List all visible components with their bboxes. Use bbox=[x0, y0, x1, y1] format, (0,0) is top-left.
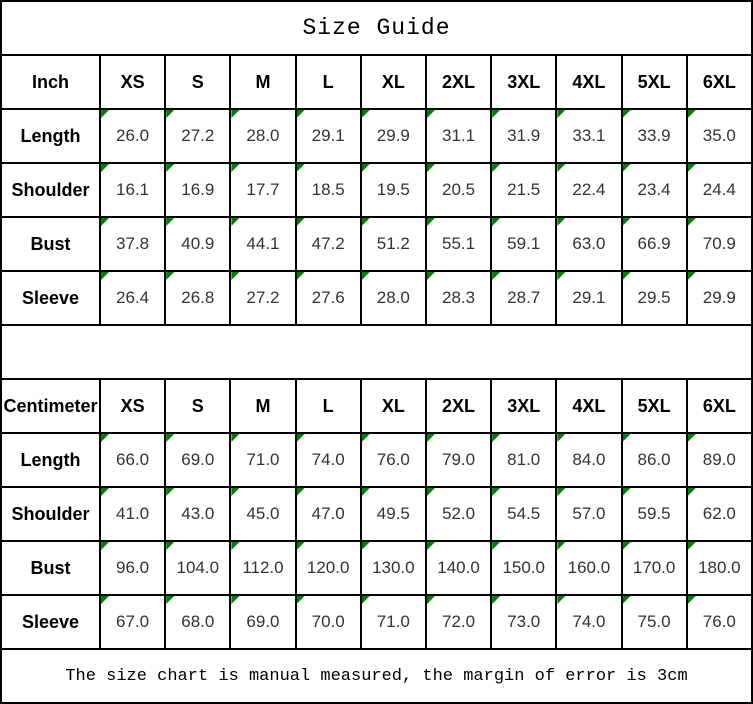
table-spacer bbox=[1, 325, 752, 379]
size-value: 23.4 bbox=[637, 180, 671, 199]
size-value-cell bbox=[230, 109, 295, 163]
size-value: 28.0 bbox=[376, 288, 410, 307]
cell-corner-mark-icon bbox=[427, 596, 435, 604]
size-value-cell bbox=[165, 541, 230, 595]
cell-corner-mark-icon bbox=[427, 542, 435, 550]
size-guide-table-body bbox=[1, 1, 752, 703]
size-value: 76.0 bbox=[376, 450, 410, 469]
cell-corner-mark-icon bbox=[427, 272, 435, 280]
size-value: 37.8 bbox=[116, 234, 150, 253]
cell-corner-mark-icon bbox=[557, 488, 565, 496]
cell-corner-mark-icon bbox=[166, 542, 174, 550]
size-value-cell bbox=[165, 595, 230, 649]
size-value: 180.0 bbox=[698, 558, 741, 577]
size-column-header-s: S bbox=[165, 379, 230, 433]
size-value-cell bbox=[491, 541, 556, 595]
cell-corner-mark-icon bbox=[557, 272, 565, 280]
measurement-row-bust bbox=[1, 217, 752, 271]
size-column-header-xl: XL bbox=[361, 379, 426, 433]
size-value: 54.5 bbox=[507, 504, 541, 523]
size-value: 45.0 bbox=[246, 504, 280, 523]
spacer-row bbox=[1, 325, 752, 379]
size-value-cell bbox=[100, 433, 165, 487]
size-value: 72.0 bbox=[441, 612, 476, 631]
cell-corner-mark-icon bbox=[101, 596, 109, 604]
cell-corner-mark-icon bbox=[297, 218, 305, 226]
size-value-cell bbox=[491, 271, 556, 325]
size-value-cell bbox=[361, 109, 426, 163]
size-value: 66.9 bbox=[637, 234, 671, 253]
cell-corner-mark-icon bbox=[492, 488, 500, 496]
cell-corner-mark-icon bbox=[166, 272, 174, 280]
size-value: 69.0 bbox=[181, 450, 215, 469]
size-value: 28.7 bbox=[507, 288, 541, 307]
size-guide-title: Size Guide bbox=[1, 1, 752, 55]
size-value: 26.4 bbox=[116, 288, 150, 307]
cell-corner-mark-icon bbox=[557, 218, 565, 226]
measurement-row-sleeve bbox=[1, 271, 752, 325]
measurement-row-sleeve bbox=[1, 595, 752, 649]
size-value-cell bbox=[100, 595, 165, 649]
cell-corner-mark-icon bbox=[623, 488, 631, 496]
cell-corner-mark-icon bbox=[231, 488, 239, 496]
size-value-cell bbox=[556, 433, 621, 487]
size-value-cell bbox=[230, 271, 295, 325]
size-value-cell bbox=[296, 595, 361, 649]
size-column-header-xs: XS bbox=[100, 55, 165, 109]
size-value: 62.0 bbox=[702, 504, 736, 523]
cell-corner-mark-icon bbox=[362, 164, 370, 172]
cell-corner-mark-icon bbox=[492, 272, 500, 280]
size-value: 86.0 bbox=[637, 450, 671, 469]
size-value-cell bbox=[361, 163, 426, 217]
size-value-cell bbox=[230, 163, 295, 217]
cell-corner-mark-icon bbox=[362, 218, 370, 226]
row-label-bust: Bust bbox=[1, 541, 100, 595]
size-value-cell bbox=[556, 109, 621, 163]
size-value-cell bbox=[622, 163, 687, 217]
size-column-header-2xl: 2XL bbox=[426, 55, 491, 109]
cell-corner-mark-icon bbox=[101, 542, 109, 550]
size-column-header-3xl: 3XL bbox=[491, 55, 556, 109]
size-column-header-6xl: 6XL bbox=[687, 55, 752, 109]
size-value: 47.2 bbox=[311, 234, 345, 253]
size-value-cell bbox=[230, 217, 295, 271]
header-row-inch bbox=[1, 55, 752, 109]
size-value: 27.6 bbox=[311, 288, 345, 307]
cell-corner-mark-icon bbox=[688, 488, 696, 496]
size-value: 44.1 bbox=[246, 234, 280, 253]
cell-corner-mark-icon bbox=[101, 272, 109, 280]
cell-corner-mark-icon bbox=[688, 542, 696, 550]
cell-corner-mark-icon bbox=[297, 488, 305, 496]
cell-corner-mark-icon bbox=[231, 542, 239, 550]
size-value-cell bbox=[687, 163, 752, 217]
size-value: 26.0 bbox=[116, 126, 150, 145]
size-value-cell bbox=[491, 433, 556, 487]
size-value: 79.0 bbox=[441, 450, 476, 469]
measurement-row-shoulder bbox=[1, 163, 752, 217]
size-value: 22.4 bbox=[572, 180, 606, 199]
cell-corner-mark-icon bbox=[362, 434, 370, 442]
size-value: 63.0 bbox=[572, 234, 606, 253]
size-value-cell bbox=[556, 595, 621, 649]
size-value: 130.0 bbox=[372, 558, 415, 577]
size-value: 70.9 bbox=[702, 234, 736, 253]
size-value-cell bbox=[556, 271, 621, 325]
size-value: 75.0 bbox=[637, 612, 671, 631]
cell-corner-mark-icon bbox=[231, 110, 239, 118]
size-value: 51.2 bbox=[376, 234, 410, 253]
cell-corner-mark-icon bbox=[492, 218, 500, 226]
size-column-header-xs: XS bbox=[100, 379, 165, 433]
cell-corner-mark-icon bbox=[362, 542, 370, 550]
size-value-cell bbox=[687, 487, 752, 541]
size-value-cell bbox=[687, 433, 752, 487]
row-label-sleeve: Sleeve bbox=[1, 595, 100, 649]
measurement-row-shoulder bbox=[1, 487, 752, 541]
size-value: 66.0 bbox=[116, 450, 150, 469]
size-value: 33.1 bbox=[572, 126, 606, 145]
size-value-cell bbox=[296, 217, 361, 271]
measurement-row-length bbox=[1, 433, 752, 487]
size-value-cell bbox=[426, 433, 491, 487]
cell-corner-mark-icon bbox=[688, 164, 696, 172]
size-value: 26.8 bbox=[181, 288, 215, 307]
cell-corner-mark-icon bbox=[427, 488, 435, 496]
size-value: 40.9 bbox=[181, 234, 215, 253]
size-value: 16.9 bbox=[181, 180, 215, 199]
size-value-cell bbox=[622, 217, 687, 271]
size-value: 27.2 bbox=[181, 126, 215, 145]
size-value-cell bbox=[361, 595, 426, 649]
title-row bbox=[1, 1, 752, 55]
cell-corner-mark-icon bbox=[166, 164, 174, 172]
cell-corner-mark-icon bbox=[101, 164, 109, 172]
size-value-cell bbox=[426, 595, 491, 649]
size-value-cell bbox=[491, 217, 556, 271]
cell-corner-mark-icon bbox=[297, 596, 305, 604]
size-value: 18.5 bbox=[311, 180, 345, 199]
size-value: 29.1 bbox=[572, 288, 606, 307]
size-value: 84.0 bbox=[572, 450, 606, 469]
unit-header-centimeter: Centimeter bbox=[1, 379, 100, 433]
row-label-bust: Bust bbox=[1, 217, 100, 271]
cell-corner-mark-icon bbox=[166, 596, 174, 604]
size-value-cell bbox=[622, 271, 687, 325]
size-column-header-m: M bbox=[230, 379, 295, 433]
size-value: 96.0 bbox=[116, 558, 150, 577]
size-value: 57.0 bbox=[572, 504, 606, 523]
size-value-cell bbox=[426, 487, 491, 541]
size-value: 29.9 bbox=[376, 126, 410, 145]
row-label-shoulder: Shoulder bbox=[1, 487, 100, 541]
size-value: 21.5 bbox=[507, 180, 541, 199]
cell-corner-mark-icon bbox=[492, 434, 500, 442]
size-value-cell bbox=[361, 433, 426, 487]
size-value-cell bbox=[296, 109, 361, 163]
row-label-sleeve: Sleeve bbox=[1, 271, 100, 325]
size-value-cell bbox=[230, 433, 295, 487]
size-value-cell bbox=[426, 541, 491, 595]
size-value-cell bbox=[426, 163, 491, 217]
cell-corner-mark-icon bbox=[492, 542, 500, 550]
cell-corner-mark-icon bbox=[492, 164, 500, 172]
size-value-cell bbox=[165, 217, 230, 271]
size-value-cell bbox=[622, 595, 687, 649]
row-label-length: Length bbox=[1, 433, 100, 487]
size-value-cell bbox=[622, 109, 687, 163]
size-value: 71.0 bbox=[376, 612, 410, 631]
cell-corner-mark-icon bbox=[688, 272, 696, 280]
cell-corner-mark-icon bbox=[492, 110, 500, 118]
cell-corner-mark-icon bbox=[623, 272, 631, 280]
size-column-header-4xl: 4XL bbox=[556, 55, 621, 109]
cell-corner-mark-icon bbox=[362, 110, 370, 118]
size-value: 31.1 bbox=[441, 126, 476, 145]
size-value-cell bbox=[100, 109, 165, 163]
size-value-cell bbox=[165, 271, 230, 325]
size-value-cell bbox=[622, 433, 687, 487]
size-value-cell bbox=[491, 487, 556, 541]
unit-header-inch: Inch bbox=[1, 55, 100, 109]
cell-corner-mark-icon bbox=[557, 596, 565, 604]
size-value: 29.1 bbox=[311, 126, 345, 145]
cell-corner-mark-icon bbox=[231, 596, 239, 604]
size-value-cell bbox=[100, 217, 165, 271]
cell-corner-mark-icon bbox=[427, 164, 435, 172]
size-value: 59.1 bbox=[507, 234, 541, 253]
cell-corner-mark-icon bbox=[623, 542, 631, 550]
cell-corner-mark-icon bbox=[297, 164, 305, 172]
cell-corner-mark-icon bbox=[557, 542, 565, 550]
cell-corner-mark-icon bbox=[231, 218, 239, 226]
cell-corner-mark-icon bbox=[166, 110, 174, 118]
size-value: 55.1 bbox=[441, 234, 476, 253]
cell-corner-mark-icon bbox=[427, 434, 435, 442]
size-value-cell bbox=[622, 487, 687, 541]
size-value: 112.0 bbox=[242, 558, 284, 577]
size-value-cell bbox=[296, 541, 361, 595]
cell-corner-mark-icon bbox=[623, 434, 631, 442]
cell-corner-mark-icon bbox=[623, 218, 631, 226]
size-value: 20.5 bbox=[441, 180, 476, 199]
size-column-header-l: L bbox=[296, 55, 361, 109]
cell-corner-mark-icon bbox=[166, 488, 174, 496]
size-value: 35.0 bbox=[702, 126, 736, 145]
size-value: 140.0 bbox=[437, 558, 480, 577]
size-value: 52.0 bbox=[441, 504, 476, 523]
cell-corner-mark-icon bbox=[101, 110, 109, 118]
size-value-cell bbox=[556, 163, 621, 217]
size-value-cell bbox=[165, 109, 230, 163]
cell-corner-mark-icon bbox=[231, 272, 239, 280]
size-value: 33.9 bbox=[637, 126, 671, 145]
size-value: 19.5 bbox=[376, 180, 410, 199]
size-value-cell bbox=[491, 595, 556, 649]
size-value: 17.7 bbox=[246, 180, 280, 199]
size-value: 120.0 bbox=[306, 558, 350, 577]
size-value: 73.0 bbox=[507, 612, 541, 631]
footer-row bbox=[1, 649, 752, 703]
size-value: 28.0 bbox=[246, 126, 280, 145]
size-value-cell bbox=[687, 595, 752, 649]
size-value: 24.4 bbox=[702, 180, 736, 199]
size-value-cell bbox=[622, 541, 687, 595]
size-value: 160.0 bbox=[567, 558, 611, 577]
size-column-header-2xl: 2XL bbox=[426, 379, 491, 433]
size-value-cell bbox=[296, 433, 361, 487]
size-value-cell bbox=[556, 541, 621, 595]
cell-corner-mark-icon bbox=[101, 218, 109, 226]
size-value-cell bbox=[426, 271, 491, 325]
size-value: 29.5 bbox=[637, 288, 671, 307]
cell-corner-mark-icon bbox=[166, 218, 174, 226]
cell-corner-mark-icon bbox=[427, 218, 435, 226]
cell-corner-mark-icon bbox=[688, 218, 696, 226]
size-value: 70.0 bbox=[311, 612, 345, 631]
size-value-cell bbox=[361, 271, 426, 325]
cell-corner-mark-icon bbox=[557, 164, 565, 172]
size-value: 89.0 bbox=[702, 450, 736, 469]
size-value-cell bbox=[491, 109, 556, 163]
cell-corner-mark-icon bbox=[557, 110, 565, 118]
size-value-cell bbox=[687, 109, 752, 163]
size-value-cell bbox=[361, 217, 426, 271]
size-value-cell bbox=[687, 217, 752, 271]
cell-corner-mark-icon bbox=[362, 272, 370, 280]
size-column-header-3xl: 3XL bbox=[491, 379, 556, 433]
size-value: 74.0 bbox=[311, 450, 345, 469]
size-value-cell bbox=[361, 541, 426, 595]
size-value-cell bbox=[687, 271, 752, 325]
cell-corner-mark-icon bbox=[623, 164, 631, 172]
size-value: 27.2 bbox=[246, 288, 280, 307]
size-value: 31.9 bbox=[507, 126, 541, 145]
size-value: 68.0 bbox=[181, 612, 215, 631]
size-value: 41.0 bbox=[116, 504, 150, 523]
cell-corner-mark-icon bbox=[623, 596, 631, 604]
size-value: 43.0 bbox=[181, 504, 215, 523]
size-value-cell bbox=[361, 487, 426, 541]
size-value-cell bbox=[296, 487, 361, 541]
cell-corner-mark-icon bbox=[492, 596, 500, 604]
size-column-header-6xl: 6XL bbox=[687, 379, 752, 433]
cell-corner-mark-icon bbox=[231, 164, 239, 172]
size-value-cell bbox=[100, 541, 165, 595]
size-value-cell bbox=[230, 595, 295, 649]
cell-corner-mark-icon bbox=[362, 488, 370, 496]
size-value-cell bbox=[296, 163, 361, 217]
cell-corner-mark-icon bbox=[297, 542, 305, 550]
cell-corner-mark-icon bbox=[362, 596, 370, 604]
size-value: 104.0 bbox=[176, 558, 220, 577]
size-value: 28.3 bbox=[441, 288, 476, 307]
size-column-header-l: L bbox=[296, 379, 361, 433]
row-label-length: Length bbox=[1, 109, 100, 163]
cell-corner-mark-icon bbox=[688, 596, 696, 604]
size-value-cell bbox=[100, 163, 165, 217]
size-value-cell bbox=[426, 109, 491, 163]
size-value-cell bbox=[100, 487, 165, 541]
cell-corner-mark-icon bbox=[101, 434, 109, 442]
size-value-cell bbox=[556, 487, 621, 541]
size-value: 74.0 bbox=[572, 612, 606, 631]
size-value-cell bbox=[556, 217, 621, 271]
size-value: 76.0 bbox=[702, 612, 736, 631]
size-value: 49.5 bbox=[376, 504, 410, 523]
measurement-row-length bbox=[1, 109, 752, 163]
cell-corner-mark-icon bbox=[101, 488, 109, 496]
size-value: 150.0 bbox=[502, 558, 545, 577]
row-label-shoulder: Shoulder bbox=[1, 163, 100, 217]
size-value-cell bbox=[296, 271, 361, 325]
cell-corner-mark-icon bbox=[297, 434, 305, 442]
size-column-header-5xl: 5XL bbox=[622, 55, 687, 109]
size-value-cell bbox=[165, 487, 230, 541]
cell-corner-mark-icon bbox=[427, 110, 435, 118]
measurement-row-bust bbox=[1, 541, 752, 595]
size-value: 71.0 bbox=[246, 450, 280, 469]
size-value-cell bbox=[426, 217, 491, 271]
size-value-cell bbox=[230, 541, 295, 595]
cell-corner-mark-icon bbox=[166, 434, 174, 442]
size-value-cell bbox=[165, 433, 230, 487]
size-column-header-xl: XL bbox=[361, 55, 426, 109]
footer-note: The size chart is manual measured, the margin of error is 3cm bbox=[1, 649, 752, 703]
cell-corner-mark-icon bbox=[297, 272, 305, 280]
size-column-header-5xl: 5XL bbox=[622, 379, 687, 433]
size-value-cell bbox=[491, 163, 556, 217]
size-value: 81.0 bbox=[507, 450, 541, 469]
cell-corner-mark-icon bbox=[688, 110, 696, 118]
size-value: 170.0 bbox=[632, 558, 676, 577]
size-value-cell bbox=[687, 541, 752, 595]
size-value-cell bbox=[230, 487, 295, 541]
size-value: 67.0 bbox=[116, 612, 150, 631]
size-value: 16.1 bbox=[116, 180, 150, 199]
size-column-header-4xl: 4XL bbox=[556, 379, 621, 433]
size-column-header-s: S bbox=[165, 55, 230, 109]
size-value: 29.9 bbox=[702, 288, 736, 307]
size-value-cell bbox=[100, 271, 165, 325]
cell-corner-mark-icon bbox=[297, 110, 305, 118]
size-value: 47.0 bbox=[311, 504, 345, 523]
size-value-cell bbox=[165, 163, 230, 217]
cell-corner-mark-icon bbox=[557, 434, 565, 442]
cell-corner-mark-icon bbox=[231, 434, 239, 442]
cell-corner-mark-icon bbox=[688, 434, 696, 442]
header-row-centimeter bbox=[1, 379, 752, 433]
size-column-header-m: M bbox=[230, 55, 295, 109]
size-value: 59.5 bbox=[637, 504, 671, 523]
cell-corner-mark-icon bbox=[623, 110, 631, 118]
size-value: 69.0 bbox=[246, 612, 280, 631]
